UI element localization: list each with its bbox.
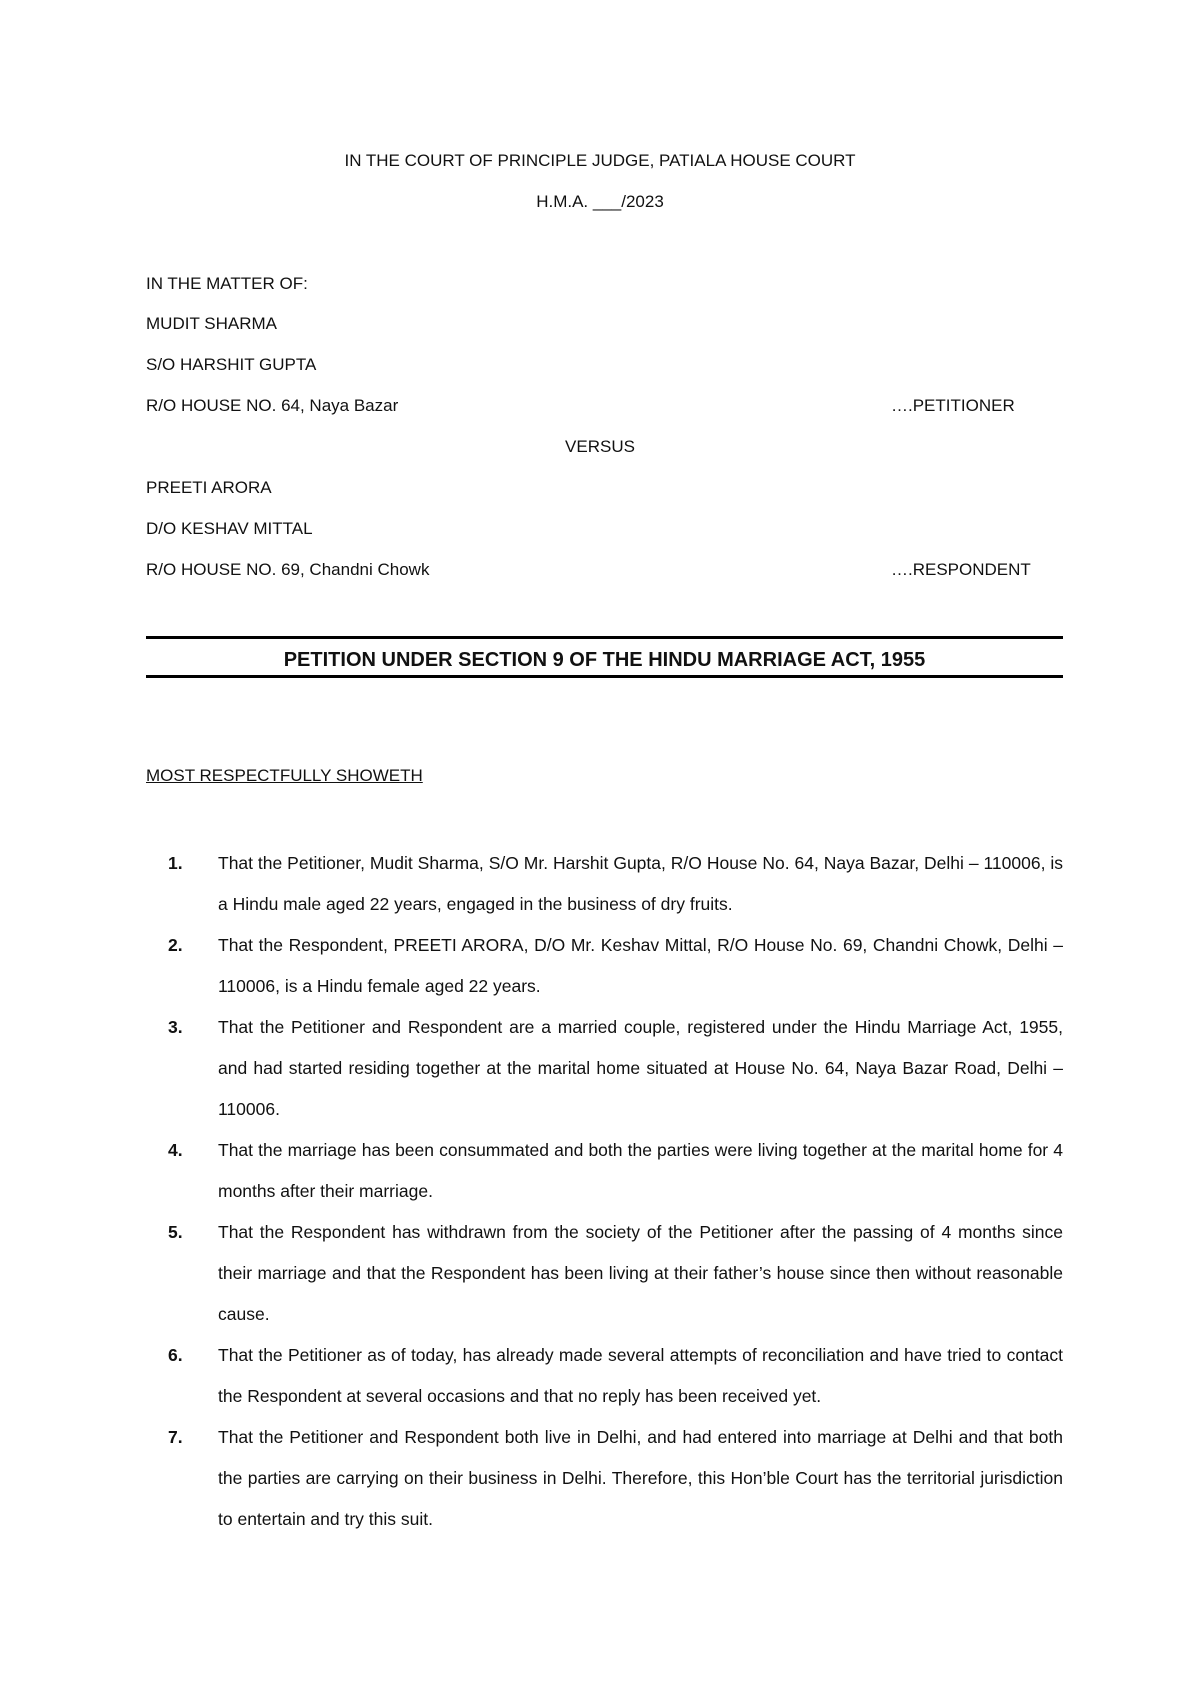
petition-title: PETITION UNDER SECTION 9 OF THE HINDU MARRIAGE ACT, 1955 bbox=[283, 649, 926, 671]
respondent-relation: D/O KESHAV MITTAL bbox=[146, 519, 313, 538]
showeth-heading: MOST RESPECTFULLY SHOWETH bbox=[146, 766, 423, 785]
paragraph-number: 6. bbox=[168, 1345, 183, 1365]
list-item bbox=[146, 1130, 1063, 1212]
paragraph-number: 5. bbox=[168, 1222, 183, 1242]
petitioner-relation: S/O HARSHIT GUPTA bbox=[146, 355, 317, 374]
paragraph-text: That the Petitioner and Respondent are a married couple, registered under the Hindu Marriage Act, 1955, and had started residing together at the marital home situated at House No. 64, Naya Bazar Road, Delhi – 110006. bbox=[218, 1017, 1063, 1119]
versus-label: VERSUS bbox=[565, 437, 635, 456]
paragraph-list bbox=[146, 843, 1063, 1540]
petitioner-name: MUDIT SHARMA bbox=[146, 314, 277, 333]
matter-label: IN THE MATTER OF: bbox=[146, 274, 308, 293]
title-bottom-rule bbox=[146, 675, 1063, 678]
paragraph-text: That the Petitioner and Respondent both live in Delhi, and had entered into marriage at Delhi and that both the parties are carrying on their business in Delhi. Therefore, this Hon’ble Court has the territorial jurisdiction to entertain and try this suit. bbox=[218, 1427, 1063, 1529]
paragraph-text: That the Petitioner as of today, has already made several attempts of reconciliation and have tried to contact the Respondent at several occasions and that no reply has been received yet. bbox=[218, 1345, 1063, 1406]
paragraph-number: 2. bbox=[168, 935, 183, 955]
paragraph-number: 7. bbox=[168, 1427, 183, 1447]
paragraph-text: That the Petitioner, Mudit Sharma, S/O Mr. Harshit Gupta, R/O House No. 64, Naya Bazar, Delhi – 110006, is a Hindu male aged 22 years, engaged in the business of dry fruits. bbox=[218, 853, 1063, 914]
respondent-name: PREETI ARORA bbox=[146, 478, 272, 497]
list-item bbox=[146, 843, 1063, 925]
list-item bbox=[146, 1007, 1063, 1130]
court-heading: IN THE COURT OF PRINCIPLE JUDGE, PATIALA HOUSE COURT bbox=[344, 151, 856, 170]
paragraph-number: 4. bbox=[168, 1140, 183, 1160]
title-top-rule bbox=[146, 636, 1063, 639]
list-item bbox=[146, 925, 1063, 1007]
paragraph-number: 1. bbox=[168, 853, 183, 873]
list-item bbox=[146, 1417, 1063, 1540]
respondent-role: ….RESPONDENT bbox=[891, 560, 1031, 579]
case-number: H.M.A. ___/2023 bbox=[536, 192, 664, 211]
paragraph-number: 3. bbox=[168, 1017, 183, 1037]
respondent-address: R/O HOUSE NO. 69, Chandni Chowk bbox=[146, 560, 430, 579]
petitioner-role: ….PETITIONER bbox=[891, 396, 1015, 415]
petitioner-address: R/O HOUSE NO. 64, Naya Bazar bbox=[146, 396, 399, 415]
list-item bbox=[146, 1335, 1063, 1417]
paragraph-text: That the marriage has been consummated and both the parties were living together at the marital home for 4 months after their marriage. bbox=[218, 1140, 1063, 1201]
list-item bbox=[146, 1212, 1063, 1335]
paragraph-text: That the Respondent has withdrawn from the society of the Petitioner after the passing of 4 months since their marriage and that the Respondent has been living at their father’s house since then without reasonable cause. bbox=[218, 1222, 1063, 1324]
paragraph-text: That the Respondent, PREETI ARORA, D/O Mr. Keshav Mittal, R/O House No. 69, Chandni Chowk, Delhi – 110006, is a Hindu female aged 22 years. bbox=[218, 935, 1063, 996]
